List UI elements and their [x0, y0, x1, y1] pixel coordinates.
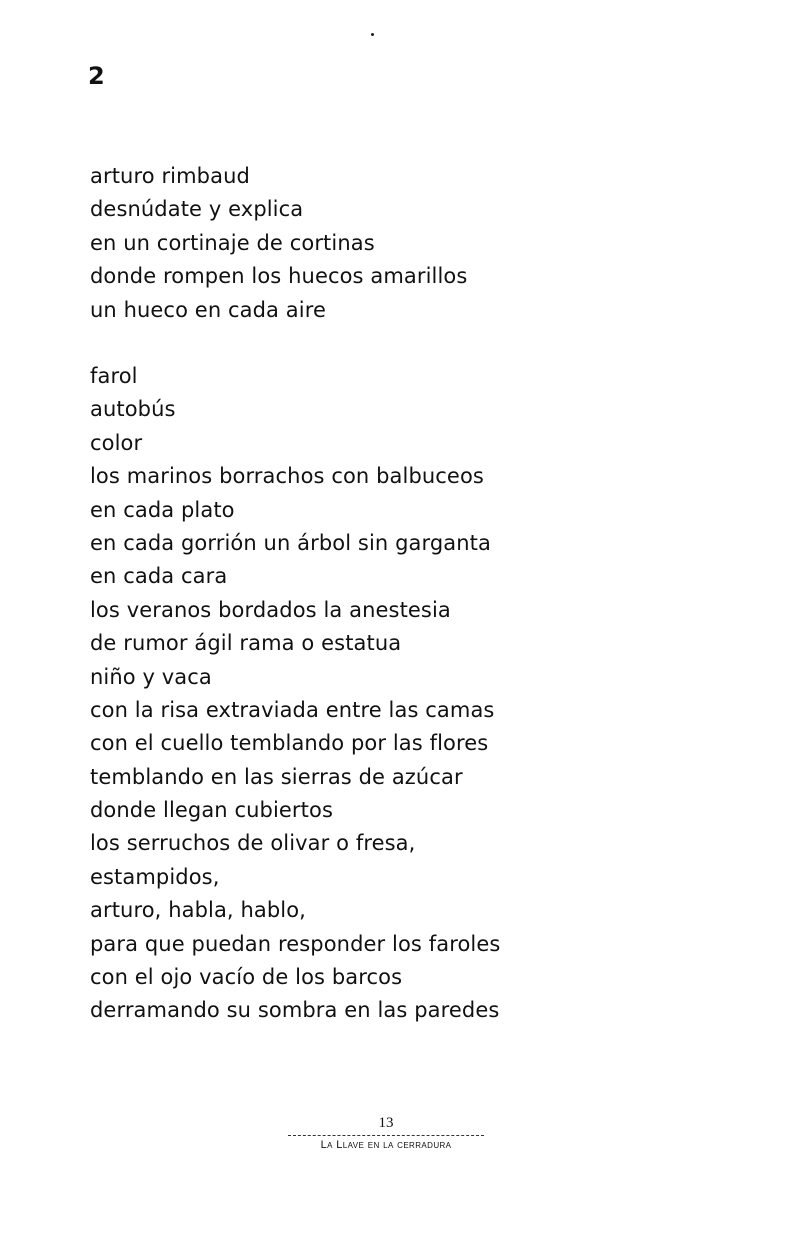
verse-line: de rumor ágil rama o estatua [90, 631, 402, 656]
stanza-1 [90, 160, 467, 327]
verse-line: en un cortinaje de cortinas [90, 230, 375, 255]
poem-number: 2 [88, 62, 105, 90]
running-title: La Llave en la cerradura [320, 1139, 452, 1151]
verse-line: color [90, 430, 143, 455]
verse-line: los veranos bordados la anestesia [90, 597, 451, 622]
verse-line: en cada gorrión un árbol sin garganta [90, 530, 491, 555]
verse-line: autobús [90, 397, 176, 422]
verse-line: farol [90, 364, 138, 388]
verse-line: derramando su sombra en las paredes [90, 998, 500, 1023]
stanza-2 [90, 360, 500, 1028]
verse-line: en cada cara [90, 564, 228, 589]
page-footer [288, 1114, 484, 1153]
verse-line: con el ojo vacío de los barcos [90, 965, 403, 990]
print-speck [371, 33, 374, 36]
verse-line: con el cuello temblando por las flores [90, 731, 489, 756]
verse-line: temblando en las sierras de azúcar [90, 764, 463, 789]
verse-line: niño y vaca [90, 664, 212, 689]
page-number: 13 [288, 1114, 484, 1136]
verse-line: arturo, habla, hablo, [90, 898, 306, 923]
verse-line: para que puedan responder los faroles [90, 931, 501, 956]
verse-line: donde rompen los huecos amarillos [90, 264, 468, 289]
verse-line: en cada plato [90, 497, 235, 522]
verse-line: donde llegan cubiertos [90, 798, 333, 823]
verse-line: con la risa extraviada entre las camas [90, 697, 495, 722]
verse-line: estampidos, [90, 864, 220, 889]
verse-line: los marinos borrachos con balbuceos [90, 464, 484, 489]
verse-line: un hueco en cada aire [90, 297, 326, 322]
verse-line: desnúdate y explica [90, 197, 304, 222]
verse-line: los serruchos de olivar o fresa, [90, 831, 416, 856]
verse-line: arturo rimbaud [90, 164, 250, 188]
